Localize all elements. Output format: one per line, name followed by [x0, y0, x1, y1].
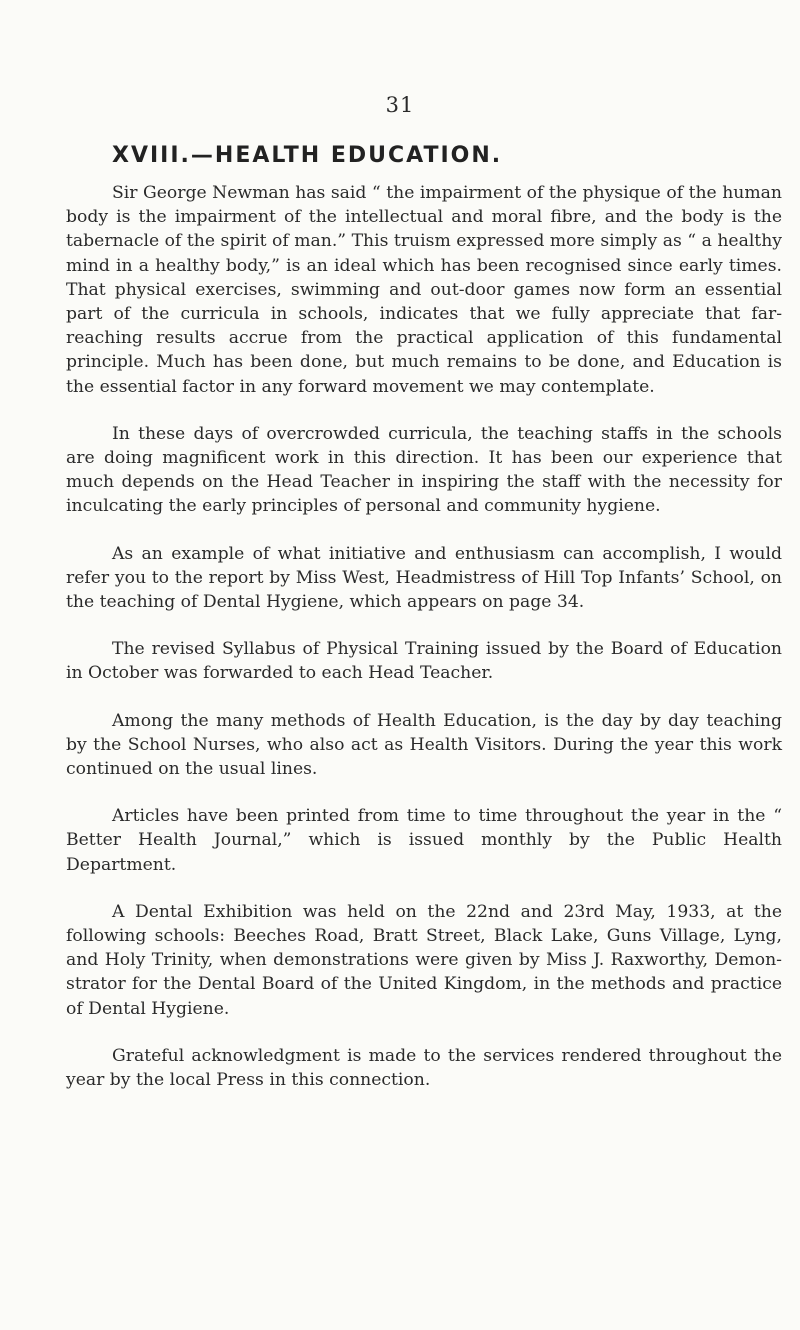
paragraph: Among the many methods of Health Education, is the day by day teaching by the School Nurses, who also act as Health Visitors. During the year this work continued on the usual lines.	[66, 710, 782, 780]
paragraph: Articles have been printed from time to time throughout the year in the “ Better Health Journal,” which is issued monthly by the Public Health Department.	[66, 806, 782, 875]
paragraph: As an example of what initiative and enthusiasm can accomplish, I would refer you to the report by Miss West, Headmistress of Hill Top Infants’ School, on the teaching of Dental Hygiene, which appears on page 34.	[66, 543, 782, 613]
page-number: 31	[385, 93, 415, 117]
paragraph: A Dental Exhibition was held on the 22nd and 23rd May, 1933, at the following schools: Beeches Road, Bratt Street, Black Lake, Guns Village, Lyng, and Holy Trinity, when demonstrations were given by Miss J. Raxworthy, Demon- strator for the Dental Board of the United Kingdom, in the methods and practice of Dental Hygiene.	[66, 901, 782, 1019]
paragraph: Sir George Newman has said “ the impairment of the physique of the human body is the impairment of the intellectual and moral fibre, and the body is the tabernacle of the spirit of man.” This truism expressed more simply as “ a healthy mind in a healthy body,” is an ideal which has been recognised since early times. That physical exercises, swimming and out-door games now form an essential part of the curricula in schools, indicates that we fully appreciate that far-reaching results accrue from the practical application of this fundamental principle. Much has been done, but much remains to be done, and Education is the essential factor in any forward movement we may contemplate.	[66, 183, 782, 397]
body-text	[66, 181, 782, 1115]
paragraph: In these days of overcrowded curricula, the teaching staffs in the schools are doing magnificent work in this direction. It has been our experience that much depends on the Head Teacher in inspiring the staff with the necessity for inculcating the early principles of personal and community hygiene.	[66, 423, 782, 517]
section-heading: XVIII.—HEALTH EDUCATION.	[112, 143, 503, 168]
paragraph: The revised Syllabus of Physical Training issued by the Board of Education in October was forwarded to each Head Teacher.	[66, 639, 782, 684]
paragraph: Grateful acknowledgment is made to the services rendered throughout the year by the local Press in this connection.	[66, 1045, 782, 1091]
